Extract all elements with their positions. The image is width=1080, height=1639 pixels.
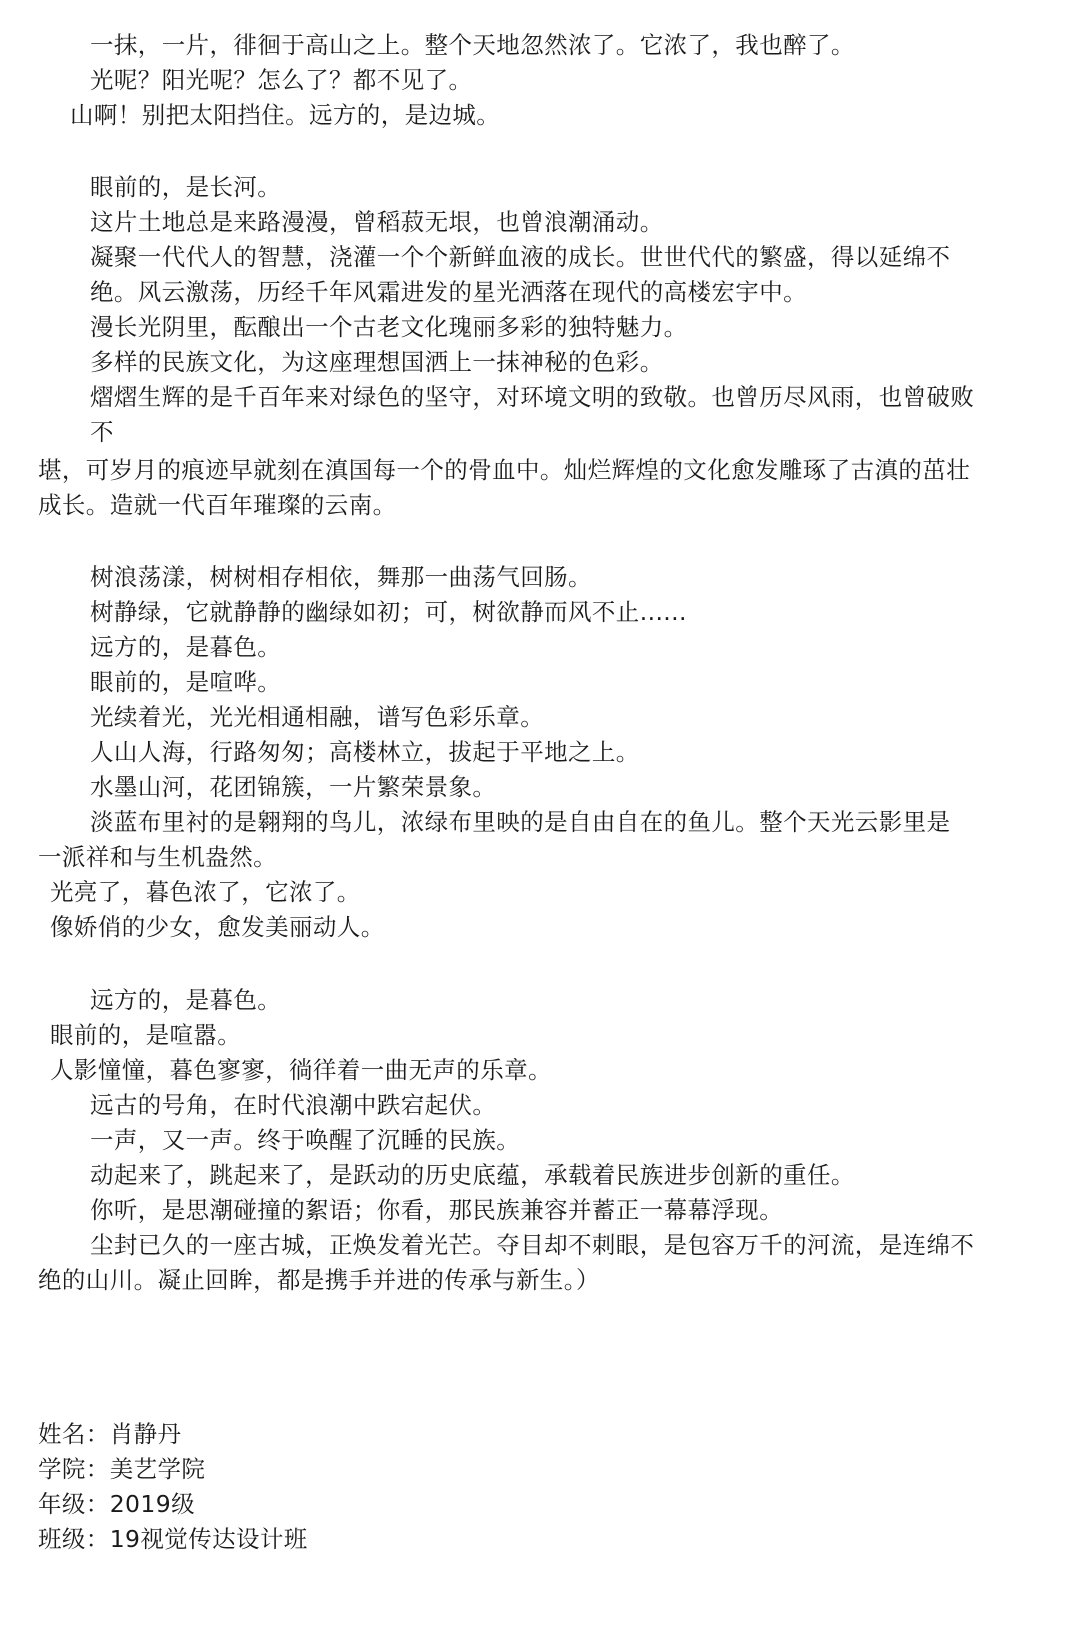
text-line: 远方的，是暮色。 [90,633,282,661]
author-class: 班级：19视觉传达设计班 [38,1525,308,1553]
text-line: 绝的山川。凝止回眸，都是携手并进的传承与新生。） [38,1266,600,1294]
text-line: 水墨山河，花团锦簇，一片繁荣景象。 [90,773,497,801]
author-grade: 年级：2019级 [38,1490,196,1518]
text-line: 一派祥和与生机盎然。 [38,843,277,871]
text-line: 淡蓝布里衬的是翱翔的鸟儿，浓绿布里映的是自由自在的鱼儿。整个天光云影里是 [90,808,951,836]
text-line: 树静绿，它就静静的幽绿如初；可，树欲静而风不止...... [90,598,687,626]
text-line: 一抹，一片，徘徊于高山之上。整个天地忽然浓了。它浓了，我也醉了。 [90,31,855,59]
text-line: 人山人海，行路匆匆；高楼林立，拔起于平地之上。 [90,738,640,766]
text-line: 像娇俏的少女，愈发美丽动人。 [50,913,385,941]
text-line: 光续着光，光光相通相融，谱写色彩乐章。 [90,703,545,731]
text-line: 凝聚一代代人的智慧，浇灌一个个新鲜血液的成长。世世代代的繁盛，得以延绵不 [90,243,951,271]
text-line: 成长。造就一代百年璀璨的云南。 [38,491,397,519]
text-line: 你听，是思潮碰撞的絮语；你看，那民族兼容并蓄正一幕幕浮现。 [90,1196,784,1224]
text-line: 多样的民族文化，为这座理想国洒上一抹神秘的色彩。 [90,348,664,376]
text-line: 眼前的，是喧嚣。 [50,1021,242,1049]
text-line: 尘封已久的一座古城，正焕发着光芒。夺目却不刺眼，是包容万千的河流，是连绵不 [90,1231,975,1259]
text-line: 这片土地总是来路漫漫，曾稻菽无垠，也曾浪潮涌动。 [90,208,664,236]
text-line: 远方的，是暮色。 [90,986,282,1014]
text-line: 光亮了，暮色浓了，它浓了。 [50,878,361,906]
text-line: 山啊！别把太阳挡住。远方的，是边城。 [70,101,501,129]
text-line: 绝。风云激荡，历经千年风霜进发的星光洒落在现代的高楼宏宇中。 [90,278,807,306]
text-line: 熠熠生辉的是千百年来对绿色的坚守，对环境文明的致敬。也曾历尽风雨，也曾破败 [90,383,975,411]
text-line: 光呢？阳光呢？怎么了？都不见了。 [90,66,473,94]
author-name: 姓名：肖静丹 [38,1420,182,1448]
text-line: 树浪荡漾，树树相存相依，舞那一曲荡气回肠。 [90,563,592,591]
text-line: 动起来了，跳起来了，是跃动的历史底蕴，承载着民族进步创新的重任。 [90,1161,855,1189]
text-line: 堪，可岁月的痕迹早就刻在滇国每一个的骨血中。灿烂辉煌的文化愈发雕琢了古滇的茁壮 [38,456,971,484]
text-line: 眼前的，是喧哗。 [90,668,282,696]
text-line: 人影憧憧，暮色寥寥，徜徉着一曲无声的乐章。 [50,1056,552,1084]
text-line: 不 [90,418,114,446]
text-line: 眼前的，是长河。 [90,173,282,201]
text-line: 一声，又一声。终于唤醒了沉睡的民族。 [90,1126,521,1154]
text-line: 远古的号角，在时代浪潮中跌宕起伏。 [90,1091,497,1119]
text-line: 漫长光阴里，酝酿出一个古老文化瑰丽多彩的独特魅力。 [90,313,688,341]
author-college: 学院：美艺学院 [38,1455,206,1483]
